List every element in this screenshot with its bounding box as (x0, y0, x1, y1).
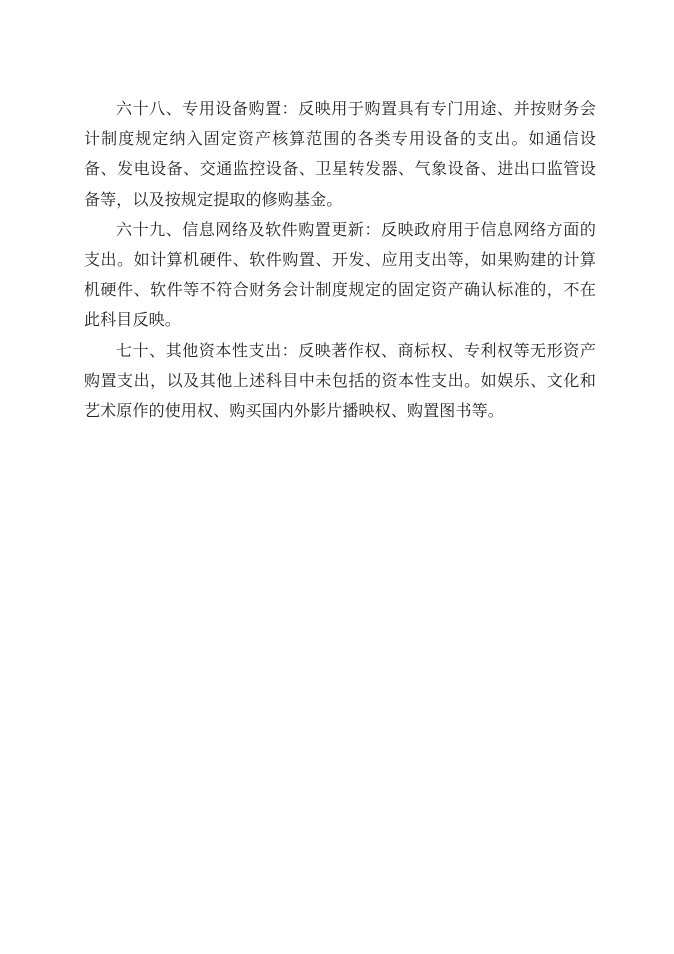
paragraph-other-capital: 七十、其他资本性支出：反映著作权、商标权、专利权等无形资产购置支出，以及其他上述科目中未包括的资本性支出。如娱乐、文化和艺术原作的使用权、购买国内外影片播映权、购置图书等。 (84, 340, 596, 421)
document-body (84, 94, 596, 426)
paragraph-special-equipment: 六十八、专用设备购置：反映用于购置具有专门用途、并按财务会计制度规定纳入固定资产核算范围的各类专用设备的支出。如通信设备、发电设备、交通监控设备、卫星转发器、气象设备、进出口监管设备等，以及按规定提取的修购基金。 (84, 99, 596, 209)
paragraph-information-network: 六十九、信息网络及软件购置更新：反映政府用于信息网络方面的支出。如计算机硬件、软件购置、开发、应用支出等，如果购建的计算机硬件、软件等不符合财务会计制度规定的固定资产确认标准的，不在此科目反映。 (84, 219, 596, 330)
